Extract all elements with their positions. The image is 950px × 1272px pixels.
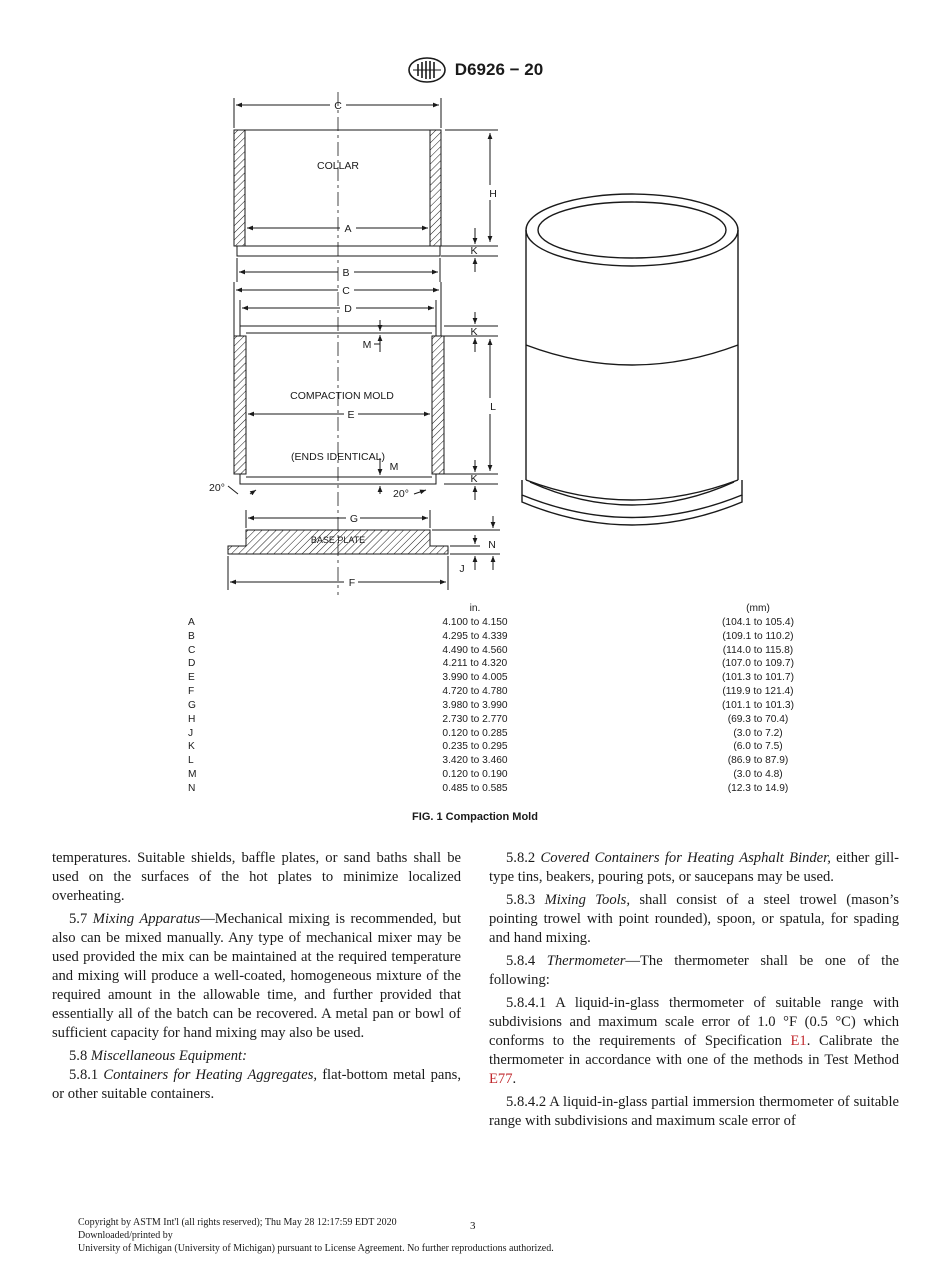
dimension-cell: M bbox=[188, 769, 197, 781]
dimensions-table bbox=[180, 602, 820, 796]
label-collar: COLLAR bbox=[316, 160, 360, 172]
dimension-cell: D bbox=[188, 658, 196, 670]
label-g: G bbox=[349, 513, 359, 525]
right-column bbox=[489, 849, 899, 1135]
mm-cell: (119.9 to 121.4) bbox=[722, 686, 794, 698]
mm-cell: (104.1 to 105.4) bbox=[722, 616, 794, 628]
label-j: J bbox=[459, 563, 465, 575]
footer-line-1: Copyright by ASTM Int'l (all rights reserved); Thu May 28 12:17:59 EDT 2020 bbox=[78, 1217, 397, 1228]
table-row bbox=[180, 630, 820, 644]
section-number: 5.8.3 bbox=[506, 892, 545, 908]
label-m-top: M bbox=[362, 339, 372, 351]
label-angle-left: 20° bbox=[209, 482, 225, 494]
reference-link-e77[interactable]: E77 bbox=[489, 1071, 513, 1087]
table-row bbox=[180, 699, 820, 713]
section-title: Covered Containers for Heating Asphalt Binder, bbox=[540, 850, 831, 866]
paragraph-5-8-4-2: 5.8.4.2 A liquid-in-glass partial immersion thermometer of suitable range with subdivisions and maximum scale error of bbox=[489, 1094, 899, 1129]
paragraph-5-8-2 bbox=[489, 849, 899, 887]
inch-cell: 3.990 to 4.005 bbox=[442, 672, 508, 684]
paragraph-5-8-3 bbox=[489, 891, 899, 948]
mm-cell: (3.0 to 4.8) bbox=[733, 769, 783, 781]
inch-cell: 4.490 to 4.560 bbox=[442, 644, 508, 656]
section-title: Thermometer bbox=[546, 953, 626, 969]
paragraph-temperatures: temperatures. Suitable shields, baffle plates, or sand baths shall be used on the surfaces of the hot plates to minimize localized overheating. bbox=[52, 850, 461, 904]
label-base-plate: BASE PLATE bbox=[310, 535, 366, 545]
table-row bbox=[180, 657, 820, 671]
dimension-cell: K bbox=[188, 741, 195, 753]
inch-cell: 0.120 to 0.285 bbox=[442, 727, 508, 739]
section-text: —The thermometer shall be one of the following: bbox=[489, 953, 899, 988]
section-number: 5.8.4 bbox=[506, 953, 547, 969]
label-c-mid: C bbox=[342, 285, 350, 297]
label-l: L bbox=[490, 401, 496, 413]
mm-cell: (3.0 to 7.2) bbox=[733, 727, 783, 739]
dimension-cell: F bbox=[188, 686, 195, 698]
mm-cell: (6.0 to 7.5) bbox=[733, 741, 783, 753]
table-header-row bbox=[180, 602, 820, 616]
inch-cell: 4.720 to 4.780 bbox=[442, 686, 508, 698]
table-row bbox=[180, 782, 820, 796]
section-title: Mixing Tools, bbox=[544, 892, 631, 908]
table-row bbox=[180, 768, 820, 782]
reference-link-e1[interactable]: E1 bbox=[790, 1033, 807, 1049]
label-e: E bbox=[347, 409, 355, 421]
label-ends-identical: (ENDS IDENTICAL) bbox=[291, 451, 385, 463]
label-k-bottom: K bbox=[470, 473, 478, 485]
inch-cell: 0.120 to 0.190 bbox=[442, 769, 508, 781]
paragraph-5-8-1 bbox=[52, 1066, 461, 1104]
label-c-top: C bbox=[334, 100, 342, 112]
label-angle-right: 20° bbox=[393, 488, 409, 500]
dimension-cell: A bbox=[188, 616, 195, 628]
dimension-cell: N bbox=[188, 782, 196, 794]
section-text: . bbox=[512, 1071, 517, 1087]
paragraph-5-7 bbox=[52, 910, 461, 1043]
paragraph-5-8 bbox=[52, 1047, 461, 1066]
section-title: Miscellaneous Equipment: bbox=[90, 1048, 247, 1064]
copyright-footer bbox=[78, 1216, 554, 1255]
mm-cell: (109.1 to 110.2) bbox=[722, 630, 794, 642]
table-row bbox=[180, 754, 820, 768]
inch-cell: 4.100 to 4.150 bbox=[442, 616, 508, 628]
page-number: 3 bbox=[470, 1220, 476, 1232]
label-b: B bbox=[342, 267, 350, 279]
mm-cell: (101.3 to 101.7) bbox=[722, 672, 794, 684]
footer-line-2: Downloaded/printed by bbox=[78, 1230, 173, 1241]
footer-line-3: University of Michigan (University of Michigan) pursuant to License Agreement. No further reproductions authorized. bbox=[78, 1243, 554, 1254]
inch-cell: 2.730 to 2.770 bbox=[442, 713, 508, 725]
dimension-cell: C bbox=[188, 644, 196, 656]
mm-cell: (86.9 to 87.9) bbox=[727, 755, 789, 767]
header-mm: (mm) bbox=[746, 603, 770, 614]
mm-cell: (101.1 to 101.3) bbox=[722, 699, 794, 711]
section-text: . Calibrate the thermometer in accordance with one of the methods in Test Method bbox=[489, 1033, 899, 1068]
label-k-collar: K bbox=[470, 245, 478, 257]
table-body bbox=[180, 616, 820, 796]
paragraph-5-8-4 bbox=[489, 952, 899, 990]
header-in: in. bbox=[469, 603, 481, 614]
figure-caption: FIG. 1 Compaction Mold bbox=[412, 811, 538, 823]
dimension-cell: L bbox=[188, 755, 194, 767]
table-row bbox=[180, 740, 820, 754]
inch-cell: 0.485 to 0.585 bbox=[442, 782, 508, 794]
label-compaction-mold: COMPACTION MOLD bbox=[290, 390, 394, 402]
label-d: D bbox=[344, 303, 352, 315]
compaction-mold-figure bbox=[0, 0, 950, 600]
section-number: 5.8 bbox=[69, 1048, 91, 1064]
table-row bbox=[180, 671, 820, 685]
paragraph-5-8-4-1 bbox=[489, 994, 899, 1089]
inch-cell: 4.211 to 4.320 bbox=[442, 658, 508, 670]
dimension-cell: J bbox=[188, 727, 194, 739]
mm-cell: (12.3 to 14.9) bbox=[727, 782, 789, 794]
section-text: either gill-type tins, beakers, pouring pots, or saucepans may be used. bbox=[489, 850, 899, 885]
mold-perspective-view bbox=[522, 194, 742, 525]
dimension-cell: H bbox=[188, 713, 196, 725]
dimension-cell: B bbox=[188, 630, 195, 642]
document-id: D6926 − 20 bbox=[454, 60, 544, 79]
section-text: shall consist of a steel trowel (mason’s pointing trowel with point rounded), spoon, or spatula, for spading and hand mixing. bbox=[489, 892, 899, 946]
section-title: Mixing Apparatus bbox=[92, 911, 201, 927]
section-number: 5.8.1 bbox=[69, 1067, 104, 1083]
section-title: Containers for Heating Aggregates, bbox=[103, 1067, 318, 1083]
table-row bbox=[180, 727, 820, 741]
label-a: A bbox=[344, 223, 352, 235]
section-text: —Mechanical mixing is recommended, but also can be mixed manually. Any type of mechanical mixer may be used provided the mix can be maintained at the required temperature and mixing will produce a well-coated, homogeneous mixture of the required amount in the allowable time, and further provided that essentially all of the batch can be recovered. A metal pan or bowl of sufficient capacity for hand mixing may also be used. bbox=[52, 911, 462, 1041]
label-h: H bbox=[489, 188, 497, 200]
section-number: 5.8.2 bbox=[506, 850, 541, 866]
mm-cell: (107.0 to 109.7) bbox=[722, 658, 794, 670]
inch-cell: 0.235 to 0.295 bbox=[442, 741, 508, 753]
mm-cell: (69.3 to 70.4) bbox=[727, 713, 789, 725]
section-text: 5.8.4.1 A liquid-in-glass thermometer of suitable range with subdivisions and maximum scale error of 1.0 °F (0.5 °C) which conforms to the requirements of Specification bbox=[489, 995, 899, 1049]
mm-cell: (114.0 to 115.8) bbox=[722, 644, 794, 656]
label-n: N bbox=[488, 539, 496, 551]
inch-cell: 4.295 to 4.339 bbox=[442, 630, 508, 642]
inch-cell: 3.980 to 3.990 bbox=[442, 699, 508, 711]
section-number: 5.7 bbox=[69, 911, 93, 927]
label-f: F bbox=[348, 577, 356, 589]
table-row bbox=[180, 713, 820, 727]
section-text: flat-bottom metal pans, or other suitable containers. bbox=[52, 1067, 461, 1102]
table-row bbox=[180, 685, 820, 699]
label-k-top: K bbox=[470, 326, 478, 338]
inch-cell: 3.420 to 3.460 bbox=[442, 755, 508, 767]
table-row bbox=[180, 616, 820, 630]
dimension-cell: G bbox=[188, 699, 196, 711]
label-m-bottom: M bbox=[389, 461, 399, 473]
left-column bbox=[52, 849, 461, 1108]
dimension-cell: E bbox=[188, 672, 195, 684]
table-row bbox=[180, 644, 820, 658]
